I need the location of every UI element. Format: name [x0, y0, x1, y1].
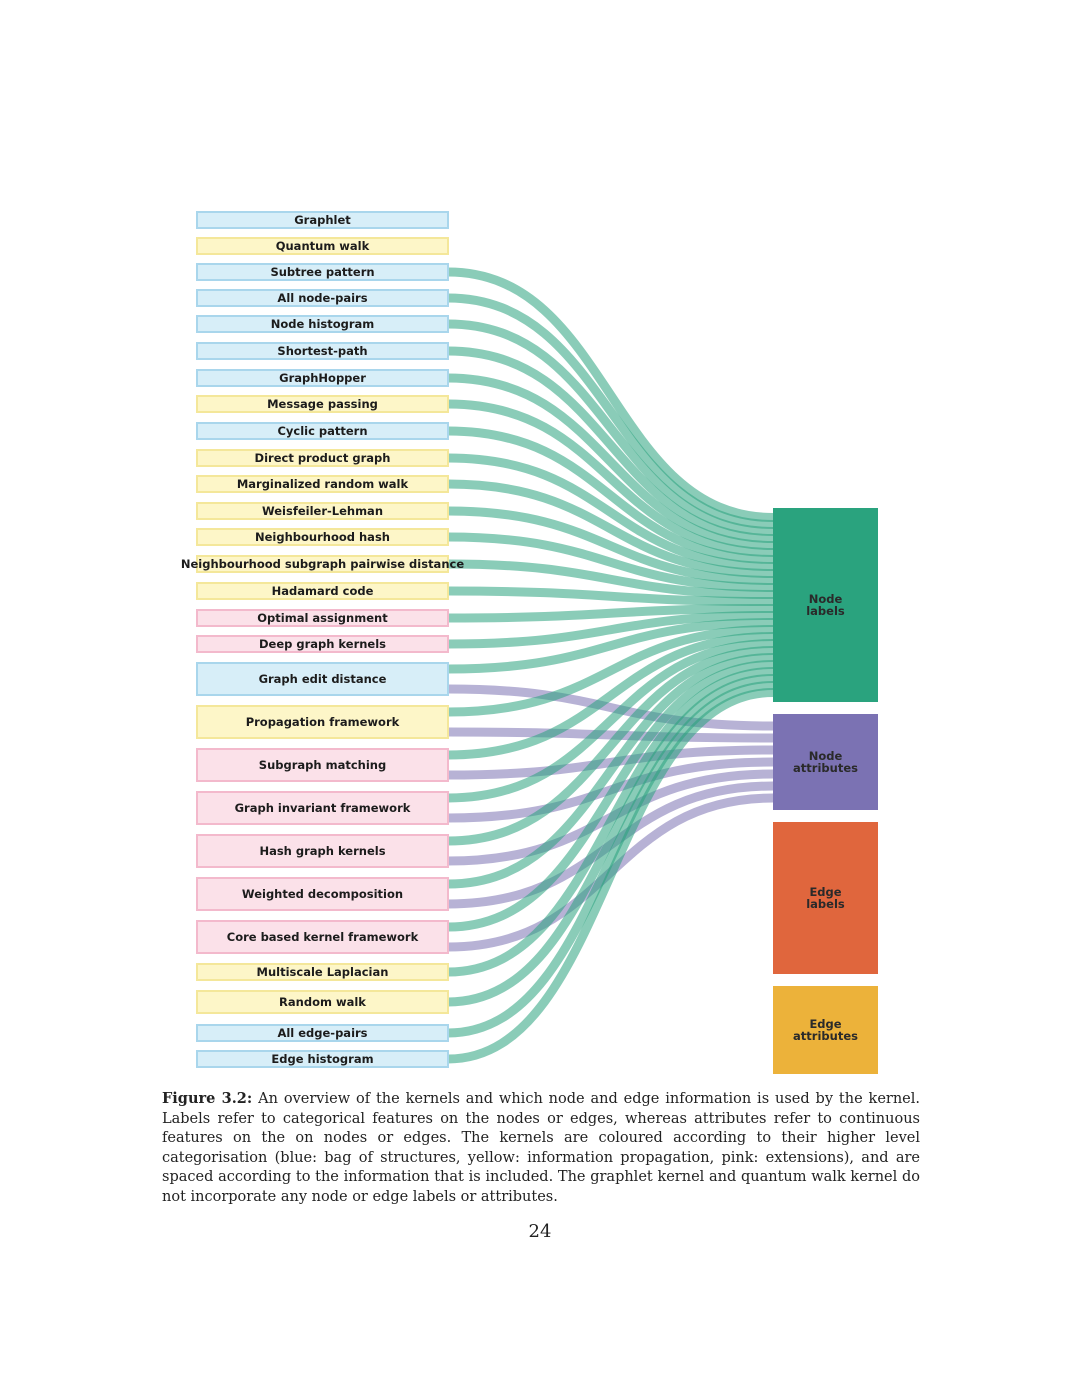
kernel-item — [197, 529, 448, 545]
kernel-label: Hash graph kernels — [259, 844, 386, 858]
kernel-label: Weighted decomposition — [241, 887, 404, 901]
kernel-item — [197, 583, 448, 599]
kernel-item — [197, 991, 448, 1013]
kernel-item — [197, 370, 448, 386]
kernel-item — [197, 450, 448, 466]
kernel-item — [197, 749, 448, 781]
target-label-word: labels — [806, 604, 845, 618]
kernel-label: Optimal assignment — [257, 611, 388, 625]
target-blocks — [773, 508, 878, 1074]
target-node-attributes — [773, 714, 878, 810]
kernel-item — [181, 556, 464, 572]
kernel-item — [197, 476, 448, 492]
kernel-item — [197, 964, 448, 980]
kernel-label: Neighbourhood hash — [255, 530, 390, 544]
target-label-word: Edge — [809, 1017, 842, 1031]
kernel-label: Edge histogram — [271, 1052, 374, 1066]
kernel-label: Node histogram — [270, 317, 375, 331]
kernel-label: Message passing — [267, 397, 378, 411]
kernel-item — [197, 921, 448, 953]
kernel-item — [197, 878, 448, 910]
target-node-labels — [773, 508, 878, 702]
kernel-item — [197, 792, 448, 824]
kernel-label: Random walk — [279, 995, 366, 1009]
kernel-item — [197, 264, 448, 280]
kernel-item — [197, 396, 448, 412]
kernel-label: Subgraph matching — [258, 758, 387, 772]
kernel-label: Cyclic pattern — [277, 424, 368, 438]
kernel-item — [197, 835, 448, 867]
kernel-item — [197, 706, 448, 738]
kernel-label: Graphlet — [294, 213, 351, 227]
kernel-label: Direct product graph — [254, 451, 391, 465]
target-label-word: Edge — [809, 885, 842, 899]
kernel-item — [197, 1025, 448, 1041]
kernel-item — [197, 636, 448, 652]
kernel-item — [197, 610, 448, 626]
kernel-label: Graph invariant framework — [234, 801, 411, 815]
kernel-label: Multiscale Laplacian — [256, 965, 389, 979]
kernel-item — [197, 663, 448, 695]
target-label-word: Node — [808, 749, 843, 763]
target-edge-labels — [773, 822, 878, 974]
kernel-label: Deep graph kernels — [258, 637, 387, 651]
kernel-label: GraphHopper — [279, 371, 366, 385]
target-label-word: attributes — [793, 761, 858, 775]
figure-caption — [162, 1089, 920, 1208]
kernel-item — [197, 290, 448, 306]
kernel-item — [197, 343, 448, 359]
page-number: 24 — [528, 1221, 552, 1242]
kernel-label: Subtree pattern — [270, 265, 375, 279]
kernel-item — [197, 316, 448, 332]
kernel-item — [197, 423, 448, 439]
kernel-item — [197, 1051, 448, 1067]
caption-text: An overview of the kernels and which node and edge information is used by the kernel. Labels refer to categorical features on the nodes or edges, whereas attributes refer to continuous features on the on nodes or edges. The kernels are coloured according to their higher level categorisation (blue: bag of structures, yellow: information propagation, pink: extensions), and are spaced according to the information that is included. The graphlet kernel and quantum walk kernel do not incorporate any node or edge labels or attributes. — [162, 1091, 921, 1205]
caption-label: Figure 3.2: — [162, 1090, 253, 1107]
kernel-label: Shortest-path — [277, 344, 368, 358]
target-label-word: Node — [808, 592, 843, 606]
kernel-label: Hadamard code — [271, 584, 374, 598]
target-edge-attributes — [773, 986, 878, 1074]
kernel-item — [197, 212, 448, 228]
kernel-boxes — [181, 212, 464, 1067]
kernel-label: All node-pairs — [277, 291, 368, 305]
kernel-label: Propagation framework — [245, 715, 400, 729]
kernel-label: Neighbourhood subgraph pairwise distance — [180, 557, 465, 571]
target-label-word: labels — [806, 897, 845, 911]
target-label-word: attributes — [793, 1029, 858, 1043]
kernel-label: Weisfeiler-Lehman — [261, 504, 384, 518]
kernel-item — [197, 238, 448, 254]
flow-links — [448, 272, 773, 1059]
kernel-label: Quantum walk — [275, 239, 370, 253]
kernel-label: Core based kernel framework — [226, 930, 419, 944]
kernel-label: All edge-pairs — [277, 1026, 368, 1040]
kernel-item — [197, 503, 448, 519]
kernel-label: Graph edit distance — [258, 672, 387, 686]
kernel-label: Marginalized random walk — [236, 477, 409, 491]
flow-node-attributes — [448, 732, 773, 738]
